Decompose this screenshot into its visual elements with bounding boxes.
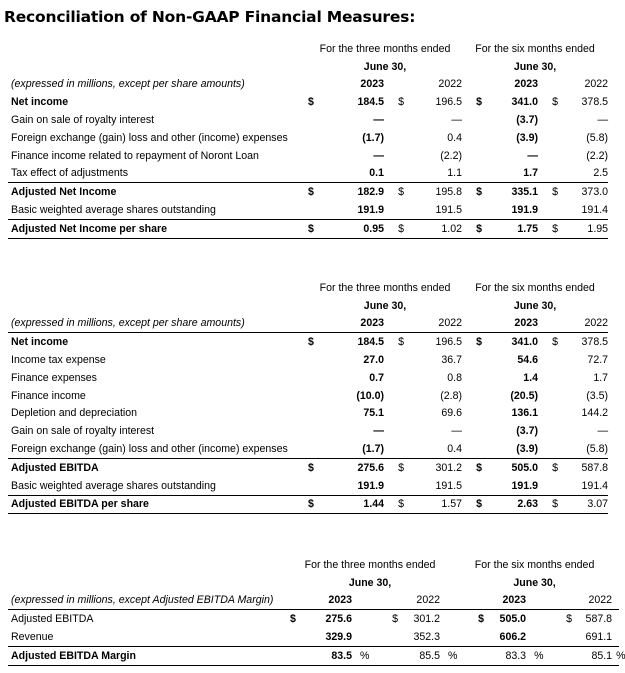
cell-value: 182.9 xyxy=(322,183,384,201)
year-header-row xyxy=(8,592,619,610)
cell-value: 0.4 xyxy=(447,131,462,144)
cell-value: (20.5) xyxy=(510,389,538,402)
currency-symbol: $ xyxy=(392,613,398,626)
cell-value: 1.95 xyxy=(558,219,608,238)
table-row xyxy=(8,111,608,129)
table-row xyxy=(8,351,608,369)
unit-note: (expressed in millions, except per share amounts) xyxy=(11,78,245,91)
cell-value: 191.5 xyxy=(435,204,462,217)
currency-symbol: $ xyxy=(462,495,482,514)
cell-value: 1.02 xyxy=(404,219,462,238)
unit-note: (expressed in millions, except Adjusted EBITDA Margin) xyxy=(8,592,290,610)
cell-value: (5.8) xyxy=(586,443,609,456)
cell-value: 184.5 xyxy=(357,336,384,349)
cell-value: 83.3 xyxy=(484,646,526,665)
cell-value: 191.9 xyxy=(511,204,538,217)
cell-value: 587.8 xyxy=(585,613,613,626)
cell-value: 275.6 xyxy=(325,613,352,626)
year-header: 2022 xyxy=(572,592,612,610)
table-row xyxy=(8,93,608,111)
row-label: Net income xyxy=(11,336,69,349)
year-header: 2022 xyxy=(558,315,608,333)
year-header: 2023 xyxy=(360,78,384,91)
currency-symbol: $ xyxy=(476,96,482,109)
currency-symbol: $ xyxy=(462,183,482,201)
percent-sign: % xyxy=(612,646,619,665)
percent-sign: % xyxy=(526,646,556,665)
year-header: 2023 xyxy=(322,315,384,333)
row-label: Finance income related to repayment of Noront Loan xyxy=(11,149,259,162)
cell-value: 72.7 xyxy=(587,354,609,367)
period-header: For the six months ended xyxy=(474,558,595,571)
year-header-row xyxy=(8,76,608,94)
cell-value: 196.5 xyxy=(435,96,462,109)
period-header: For the three months ended xyxy=(319,281,451,294)
cell-value: 191.9 xyxy=(511,479,538,492)
row-label: Net income xyxy=(11,96,69,109)
cell-value: — xyxy=(527,149,538,162)
cell-value: (2.2) xyxy=(586,149,609,162)
year-header: 2023 xyxy=(306,592,352,610)
cell-value: 196.5 xyxy=(435,336,462,349)
period-header: For the three months ended xyxy=(304,558,436,571)
currency-symbol: $ xyxy=(566,613,573,626)
table-row xyxy=(8,610,619,628)
cell-value: (2.8) xyxy=(440,389,462,402)
row-label: Basic weighted average shares outstanding xyxy=(11,204,216,217)
cell-value: — xyxy=(451,425,462,438)
table-row xyxy=(8,219,608,238)
cell-value: 85.1 xyxy=(572,646,612,665)
cell-value: 505.0 xyxy=(482,458,538,476)
date-header: June 30, xyxy=(348,576,392,589)
table-row xyxy=(8,495,608,514)
cell-value: 329.9 xyxy=(325,631,352,644)
currency-symbol: $ xyxy=(462,458,482,476)
adjusted-ebitda-margin-table xyxy=(8,556,625,666)
currency-symbol: $ xyxy=(398,96,404,109)
cell-value: — xyxy=(373,149,384,162)
cell-value: 191.4 xyxy=(581,204,609,217)
table-row xyxy=(8,477,608,495)
year-header: 2022 xyxy=(404,315,462,333)
row-label: Income tax expense xyxy=(11,354,106,367)
cell-value: 0.4 xyxy=(447,443,462,456)
table-row xyxy=(8,147,608,165)
cell-value: (3.9) xyxy=(516,131,538,144)
cell-value: 195.8 xyxy=(404,183,462,201)
currency-symbol: $ xyxy=(538,495,558,514)
cell-value: 27.0 xyxy=(363,354,384,367)
date-header: June 30, xyxy=(363,299,407,312)
cell-value: 69.6 xyxy=(441,407,462,420)
year-header: 2023 xyxy=(482,315,538,333)
currency-symbol: $ xyxy=(384,458,404,476)
period-header-row xyxy=(8,40,608,58)
cell-value: 1.1 xyxy=(447,167,462,180)
adjusted-ebitda-table xyxy=(8,279,608,514)
row-label: Gain on sale of royalty interest xyxy=(11,114,155,127)
table-row xyxy=(8,628,619,646)
cell-value: (5.8) xyxy=(586,131,609,144)
cell-value: 378.5 xyxy=(581,96,609,109)
year-header: 2022 xyxy=(584,78,609,91)
row-label: Adjusted Net Income per share xyxy=(8,219,308,238)
currency-symbol: $ xyxy=(398,336,404,349)
currency-symbol: $ xyxy=(308,219,322,238)
cell-value: 0.1 xyxy=(369,167,384,180)
cell-value: 335.1 xyxy=(482,183,538,201)
date-header: June 30, xyxy=(513,299,557,312)
date-header: June 30, xyxy=(363,60,407,73)
cell-value: 1.75 xyxy=(482,219,538,238)
cell-value: 0.8 xyxy=(447,371,462,384)
cell-value: 1.4 xyxy=(523,371,538,384)
year-header-row xyxy=(8,315,608,333)
currency-symbol: $ xyxy=(538,458,558,476)
row-label: Foreign exchange (gain) loss and other (income) expenses xyxy=(11,131,288,144)
period-header: For the six months ended xyxy=(475,42,595,55)
row-label: Adjusted EBITDA xyxy=(11,613,94,626)
cell-value: 1.44 xyxy=(322,495,384,514)
cell-value: 1.7 xyxy=(523,167,538,180)
currency-symbol: $ xyxy=(552,336,558,349)
cell-value: 341.0 xyxy=(511,96,538,109)
currency-symbol: $ xyxy=(538,183,558,201)
cell-value: (3.5) xyxy=(586,389,609,402)
cell-value: — xyxy=(373,114,384,127)
currency-symbol: $ xyxy=(384,183,404,201)
cell-value: 83.5 xyxy=(306,646,352,665)
row-label: Adjusted EBITDA xyxy=(8,458,308,476)
cell-value: (3.7) xyxy=(516,425,538,438)
cell-value: 352.3 xyxy=(413,631,440,644)
currency-symbol: $ xyxy=(384,495,404,514)
cell-value: 275.6 xyxy=(322,458,384,476)
cell-value: 341.0 xyxy=(511,336,538,349)
row-label: Adjusted EBITDA Margin xyxy=(8,646,290,665)
currency-symbol: $ xyxy=(308,183,322,201)
table-row xyxy=(8,646,619,665)
date-header-row xyxy=(8,574,619,592)
cell-value: 2.5 xyxy=(593,167,609,180)
row-label: Tax effect of adjustments xyxy=(11,167,128,180)
cell-value: — xyxy=(451,114,462,127)
cell-value: 3.07 xyxy=(558,495,608,514)
currency-symbol: $ xyxy=(308,458,322,476)
cell-value: 184.5 xyxy=(357,96,384,109)
cell-value: 191.4 xyxy=(581,479,609,492)
cell-value: 191.9 xyxy=(357,479,384,492)
adjusted-net-income-table xyxy=(8,40,608,239)
cell-value: 136.1 xyxy=(511,407,538,420)
date-header: June 30, xyxy=(513,60,557,73)
row-label: Adjusted Net Income xyxy=(8,183,308,201)
table-row xyxy=(8,387,608,405)
currency-symbol: $ xyxy=(476,336,482,349)
unit-note: (expressed in millions, except per share amounts) xyxy=(8,315,308,333)
table-row xyxy=(8,129,608,147)
cell-value: 1.7 xyxy=(593,371,609,384)
cell-value: 54.6 xyxy=(517,354,538,367)
cell-value: (2.2) xyxy=(440,149,462,162)
year-header: 2022 xyxy=(438,78,462,91)
cell-value: 36.7 xyxy=(441,354,462,367)
cell-value: 373.0 xyxy=(558,183,608,201)
currency-symbol: $ xyxy=(290,613,296,626)
cell-value: 301.2 xyxy=(404,458,462,476)
table-row xyxy=(8,422,608,440)
table-row xyxy=(8,440,608,458)
table-row xyxy=(8,333,608,351)
row-label: Basic weighted average shares outstanding xyxy=(11,479,216,492)
cell-value: 0.95 xyxy=(322,219,384,238)
cell-value: 691.1 xyxy=(585,631,613,644)
row-label: Finance expenses xyxy=(11,371,97,384)
currency-symbol: $ xyxy=(308,495,322,514)
cell-value: 606.2 xyxy=(499,631,527,644)
currency-symbol: $ xyxy=(462,219,482,238)
currency-symbol: $ xyxy=(552,96,558,109)
period-header: For the three months ended xyxy=(319,42,451,55)
year-header: 2023 xyxy=(484,592,526,610)
cell-value: (1.7) xyxy=(362,131,384,144)
date-header-row xyxy=(8,297,608,315)
currency-symbol: $ xyxy=(308,336,314,349)
row-label: Foreign exchange (gain) loss and other (income) expenses xyxy=(11,443,288,456)
date-header-row xyxy=(8,58,608,76)
currency-symbol: $ xyxy=(384,219,404,238)
cell-value: 191.5 xyxy=(435,479,462,492)
table-row xyxy=(8,183,608,201)
table-row xyxy=(8,165,608,183)
cell-value: (1.7) xyxy=(362,443,384,456)
table-row xyxy=(8,201,608,219)
cell-value: 0.7 xyxy=(369,371,384,384)
cell-value: 301.2 xyxy=(413,613,440,626)
cell-value: 75.1 xyxy=(363,407,384,420)
row-label: Gain on sale of royalty interest xyxy=(11,425,155,438)
cell-value: (3.7) xyxy=(516,114,538,127)
cell-value: 1.57 xyxy=(404,495,462,514)
row-label: Finance income xyxy=(11,389,86,402)
cell-value: 2.63 xyxy=(482,495,538,514)
currency-symbol: $ xyxy=(308,96,314,109)
year-header: 2022 xyxy=(398,592,440,610)
table-row xyxy=(8,458,608,476)
cell-value: — xyxy=(597,114,609,127)
cell-value: — xyxy=(373,425,384,438)
period-header-row xyxy=(8,279,608,297)
cell-value: 85.5 xyxy=(398,646,440,665)
table-row xyxy=(8,369,608,387)
cell-value: 587.8 xyxy=(558,458,608,476)
currency-symbol: $ xyxy=(538,219,558,238)
row-label: Adjusted EBITDA per share xyxy=(8,495,308,514)
row-label: Depletion and depreciation xyxy=(11,407,138,420)
table-row xyxy=(8,405,608,423)
percent-sign: % xyxy=(440,646,468,665)
cell-value: 505.0 xyxy=(499,613,527,626)
cell-value: 378.5 xyxy=(581,336,609,349)
period-header-row xyxy=(8,556,619,574)
currency-symbol: $ xyxy=(478,613,485,626)
row-label: Revenue xyxy=(11,631,54,644)
cell-value: 144.2 xyxy=(581,407,609,420)
cell-value: — xyxy=(597,425,609,438)
date-header: June 30, xyxy=(513,576,556,589)
period-header: For the six months ended xyxy=(475,281,595,294)
year-header: 2023 xyxy=(514,78,538,91)
percent-sign: % xyxy=(352,646,382,665)
page-title: Reconciliation of Non-GAAP Financial Measures: xyxy=(4,8,416,26)
cell-value: 191.9 xyxy=(357,204,384,217)
cell-value: (3.9) xyxy=(516,443,538,456)
cell-value: (10.0) xyxy=(356,389,384,402)
